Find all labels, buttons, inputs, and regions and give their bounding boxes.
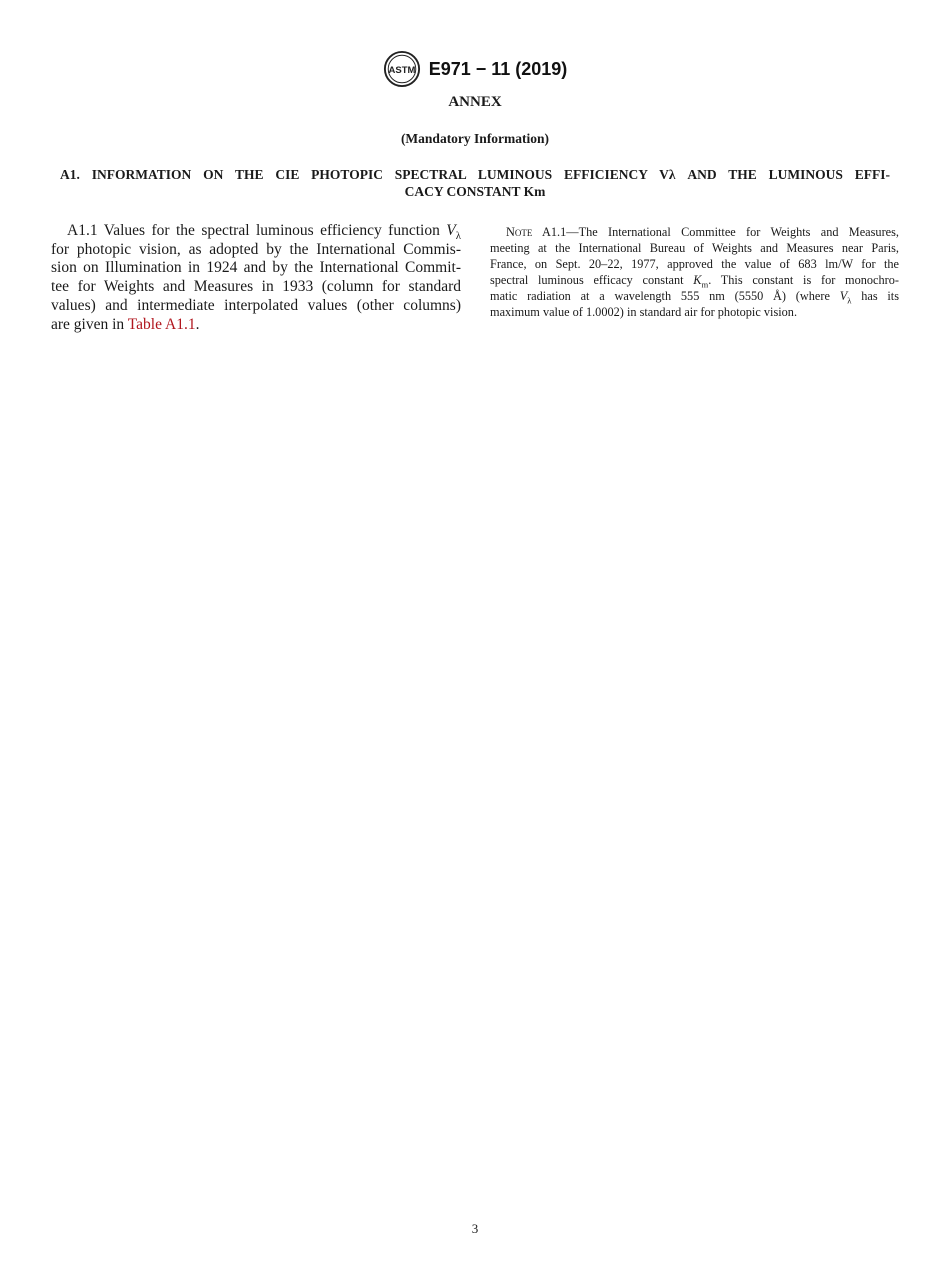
annex-subtitle: (Mandatory Information) [400, 131, 550, 146]
page-number: 3 [471, 1221, 479, 1236]
note-line [490, 224, 899, 240]
annex-title: ANNEX [448, 94, 502, 110]
note-line: maximum value of 1.0002) in standard air for photopic vision. [490, 305, 798, 319]
paragraph-number: A1.1 [67, 222, 98, 239]
paragraph-line: values) and intermediate interpolated values (other columns) [51, 296, 461, 314]
astm-logo-text: ASTM [388, 64, 416, 76]
symbol-m: m [701, 279, 709, 290]
paragraph-line [51, 222, 461, 241]
paragraph-line: sion on Illumination in 1924 and by the International Commit- [51, 259, 461, 277]
paragraph-a1-1 [51, 222, 461, 334]
paragraph-line [51, 316, 461, 335]
symbol-k: K [693, 273, 702, 287]
paragraph-line: for photopic vision, as adopted by the International Commis- [51, 240, 461, 258]
document-header [0, 50, 950, 88]
paragraph-line: tee for Weights and Measures in 1933 (column for standard [51, 278, 461, 296]
note-label: Note [506, 225, 533, 239]
note-text: . This constant is for monochro- [708, 273, 900, 287]
note-text: A1.1—The International Committee for Weights and Measures, [542, 225, 899, 239]
paragraph-text: . [195, 315, 200, 333]
note-line [490, 288, 899, 304]
symbol-lambda: λ [847, 295, 852, 306]
paragraph-text: are given in [51, 315, 125, 333]
note-text: spectral luminous efficacy constant [490, 273, 684, 287]
astm-logo-icon [383, 50, 421, 88]
section-heading-line-1: A1. INFORMATION ON THE CIE PHOTOPIC SPECTRAL LUMINOUS EFFICIENCY Vλ AND THE LUMINOUS EFFI- [60, 167, 890, 182]
table-a1-1-link[interactable]: Table A1.1 [127, 315, 196, 333]
document-designation: E971 − 11 (2019) [428, 58, 568, 79]
symbol-v: V [839, 289, 848, 303]
section-heading [60, 166, 890, 200]
note-text: has its [861, 289, 900, 303]
symbol-v: V [446, 222, 456, 239]
section-heading-line-2: CACY CONSTANT Km [404, 184, 546, 199]
note-line: meeting at the International Bureau of Weights and Measures near Paris, [490, 241, 899, 255]
note-line [490, 272, 899, 288]
symbol-lambda: λ [455, 230, 462, 243]
note-text: matic radiation at a wavelength 555 nm (5550 Å) (where [490, 289, 830, 303]
paragraph-text: Values for the spectral luminous efficiency function [103, 222, 440, 239]
note-line: France, on Sept. 20–22, 1977, approved the value of 683 lm/W for the [490, 257, 899, 271]
note-a1-1 [490, 224, 899, 320]
